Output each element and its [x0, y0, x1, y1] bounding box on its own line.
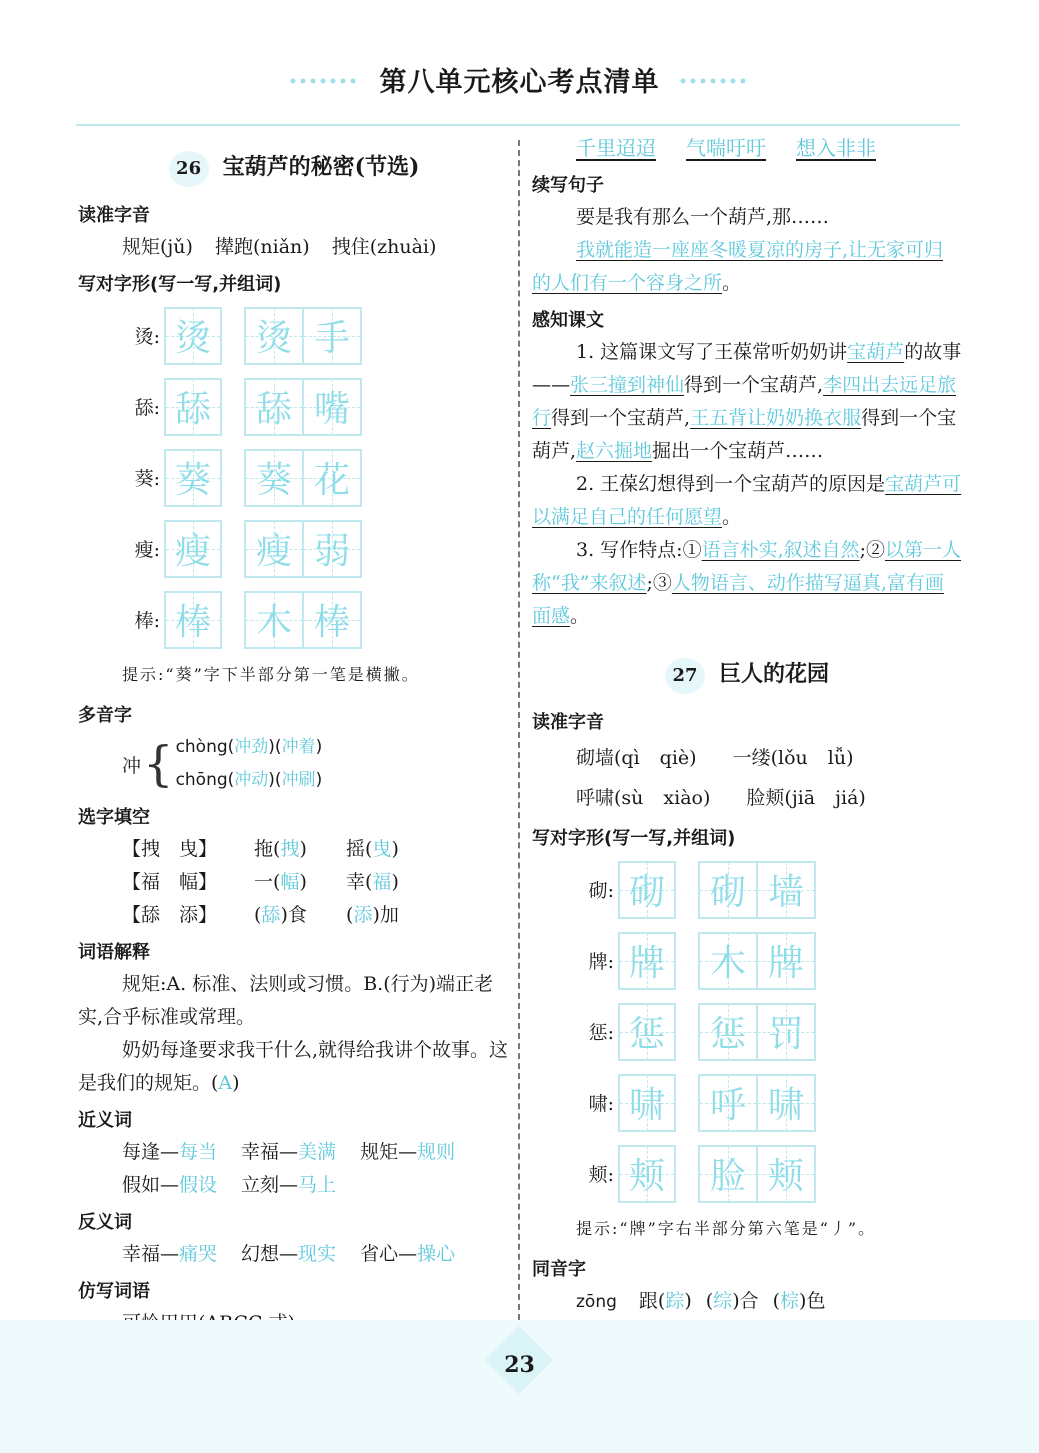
tip-text: 提示:“葵”字下半部分第一笔是横撇。 [122, 665, 420, 684]
title-dots-right [680, 78, 750, 84]
glyph-row: 啸: 啸 呼 啸 [532, 1067, 962, 1138]
section-continue-sentence: 续写句子 [532, 175, 604, 196]
glyph-row: 舔: 舔 舔 嘴 [78, 371, 510, 442]
section-select-fill: 选字填空 [78, 807, 150, 828]
continue-answer: 我就能造一座座冬暖夏凉的房子,让无家可归的人们有一个容身之所。 [532, 239, 944, 294]
glyph-row: 砌: 砌 砌 墙 [532, 854, 962, 925]
perception-item-2: 2. 王葆幻想得到一个宝葫芦的原因是宝葫芦可以满足自己的任何愿望。 [532, 473, 962, 528]
pronunciation-choice-row: 砌墙(qì qiè) 一缕(lǒu lǚ) [576, 747, 854, 769]
imitate-answers: 千里迢迢 气喘吁吁 想入非非 [576, 136, 876, 160]
synonym-row: 假如—假设 立刻—马上 [122, 1174, 337, 1196]
section-pronunciation-27: 读准字音 [532, 712, 604, 733]
section-pronunciation: 读准字音 [78, 205, 150, 226]
page-title: 第八单元核心考点清单 [379, 67, 660, 98]
section-write-glyph-27: 写对字形(写一写,并组词) [532, 828, 736, 849]
continue-prompt: 要是我有那么一个葫芦,那…… [576, 206, 830, 228]
select-row: 【舔 添】 (舔)食 (添)加 [122, 904, 399, 926]
glyph-row: 牌: 牌 木 牌 [532, 925, 962, 996]
pronunciation-choice-row: 呼啸(sù xiào) 脸颊(jiā jiá) [576, 787, 866, 809]
section-homophones: 同音字 [532, 1259, 586, 1280]
header-divider [76, 124, 960, 126]
left-column [78, 130, 510, 1340]
synonym-row: 每逢—每当 幸福—美满 规矩—规则 [122, 1141, 456, 1163]
explain-definition: 规矩:A. 标准、法则或习惯。B.(行为)端正老实,合乎标准或常理。 [78, 973, 494, 1028]
explain-question: 奶奶每逢要求我干什么,就得给我讲个故事。这是我们的规矩。(A) [78, 1039, 509, 1094]
section-text-perception: 感知课文 [532, 310, 604, 331]
right-column [532, 132, 962, 1318]
page-number: 23 [504, 1352, 535, 1378]
glyph-row: 烫: 烫 烫 手 [78, 300, 510, 371]
lesson-26-title: 26 宝葫芦的秘密(节选) [78, 150, 510, 187]
section-antonyms: 反义词 [78, 1212, 132, 1233]
perception-item-3: 3. 写作特点:①语言朴实,叙述自然;②以第一人称“我”来叙述;③人物语言、动作描写逼真,富有画面感。 [532, 539, 962, 627]
lesson-27-title: 27 巨人的花园 [532, 657, 962, 694]
glyph-row: 瘦: 瘦 瘦 弱 [78, 513, 510, 584]
polyphone-block: 冲 { chòng(冲劲)(冲着) chōng(冲动)(冲刷) [122, 736, 323, 792]
pronunciation-line: 规矩(jǔ) 撵跑(niǎn) 拽住(zhuài) [122, 236, 437, 258]
perception-item-1: 1. 这篇课文写了王葆常听奶奶讲宝葫芦的故事——张三撞到神仙得到一个宝葫芦,李四出去远足旅行得到一个宝葫芦,王五背让奶奶换衣服得到一个宝葫芦,赵六掘地掘出一个宝葫芦…… [532, 341, 962, 462]
section-write-glyph: 写对字形(写一写,并组词) [78, 274, 282, 295]
glyph-row: 棒: 棒 木 棒 [78, 584, 510, 655]
glyph-grid-27 [532, 854, 962, 1209]
select-row: 【拽 曳】 拖(拽) 摇(曳) [122, 838, 399, 860]
glyph-row: 惩: 惩 惩 罚 [532, 996, 962, 1067]
tip-text-27: 提示:“牌”字右半部分第六笔是“丿”。 [576, 1219, 877, 1238]
column-divider [518, 140, 520, 1320]
glyph-row: 颊: 颊 脸 颊 [532, 1138, 962, 1209]
section-imitate-words: 仿写词语 [78, 1281, 150, 1302]
glyph-row: 葵: 葵 葵 花 [78, 442, 510, 513]
glyph-grid [78, 300, 510, 655]
section-polyphone: 多音字 [78, 705, 132, 726]
section-synonyms: 近义词 [78, 1110, 132, 1131]
homophone-row: zōng 跟(踪) (综)合 (棕)色 [576, 1290, 826, 1312]
section-word-explain: 词语解释 [78, 942, 150, 963]
antonym-row: 幸福—痛哭 幻想—现实 省心—操心 [122, 1243, 456, 1265]
select-row: 【福 幅】 一(幅) 幸(福) [122, 871, 399, 893]
